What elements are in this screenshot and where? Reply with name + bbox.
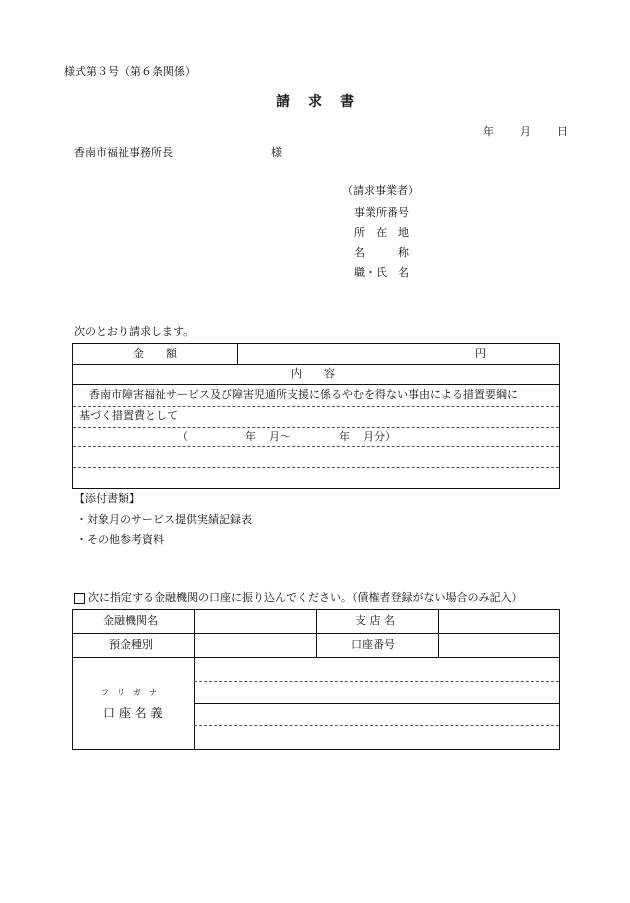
date-day-label: 日 [557, 125, 568, 138]
amount-label: 金 額 [133, 347, 177, 360]
date-month-label: 月 [520, 125, 531, 138]
col-line [438, 610, 439, 657]
page-title: 請 求 書 [276, 94, 356, 110]
period-month-2: 月分） [363, 430, 396, 443]
dashed-row-line [73, 427, 559, 428]
row-line [73, 364, 559, 365]
bank-table [72, 609, 560, 750]
form-number: 様式第３号（第６条関係） [64, 65, 196, 78]
attachment-item: ・その他参考資料 [76, 533, 164, 546]
business-name-label: 名 称 [354, 246, 409, 259]
dashed-row-line [73, 467, 559, 468]
account-holder-label: 口 座 名 義 [103, 706, 163, 720]
address-label: 所 在 地 [354, 226, 409, 239]
row-line [194, 703, 559, 704]
claimant-heading: （請求事業者） [342, 184, 419, 197]
content-label: 内 容 [291, 367, 335, 380]
row-line [73, 657, 559, 658]
deposit-type-label: 預金種別 [109, 638, 153, 651]
addressee: 香南市福祉事務所長 [74, 146, 173, 159]
amount-divider [237, 344, 238, 364]
date-year-label: 年 [483, 125, 494, 138]
honorific: 様 [271, 146, 282, 159]
period-year-1: 年 [245, 430, 256, 443]
period-month-1: 月～ [269, 430, 291, 443]
dashed-row-line [194, 725, 559, 726]
furigana-label: フ リ ガ ナ [101, 688, 157, 697]
account-number-label: 口座番号 [351, 638, 395, 651]
branch-label: 支 店 名 [355, 614, 395, 627]
attachment-item: ・対象月のサービス提供実績記録表 [76, 513, 252, 526]
period-open: （ [177, 430, 188, 443]
title-name-label: 職・氏 名 [354, 266, 409, 279]
request-statement: 次のとおり請求します。 [74, 325, 195, 338]
dashed-row-line [194, 681, 559, 682]
row-line [73, 384, 559, 385]
dashed-row-line [73, 446, 559, 447]
dashed-row-line [73, 406, 559, 407]
attachments-heading: 【添付書類】 [74, 492, 140, 505]
yen-label: 円 [475, 347, 486, 360]
claim-table [72, 343, 560, 489]
bank-instruction: 次に指定する金融機関の口座に振り込んでください。（債権者登録がない場合のみ記入） [88, 591, 523, 604]
col-line [194, 610, 195, 749]
bank-transfer-checkbox[interactable] [74, 593, 85, 604]
office-number-label: 事業所番号 [354, 206, 409, 219]
content-line-1: 香南市障害福祉サービス及び障害児通所支援に係るやむを得ない事由による措置要綱に [89, 388, 518, 401]
content-line-2: 基づく措置費として [79, 409, 178, 422]
col-line [316, 610, 317, 657]
institution-label: 金融機関名 [103, 614, 158, 627]
period-year-2: 年 [339, 430, 350, 443]
